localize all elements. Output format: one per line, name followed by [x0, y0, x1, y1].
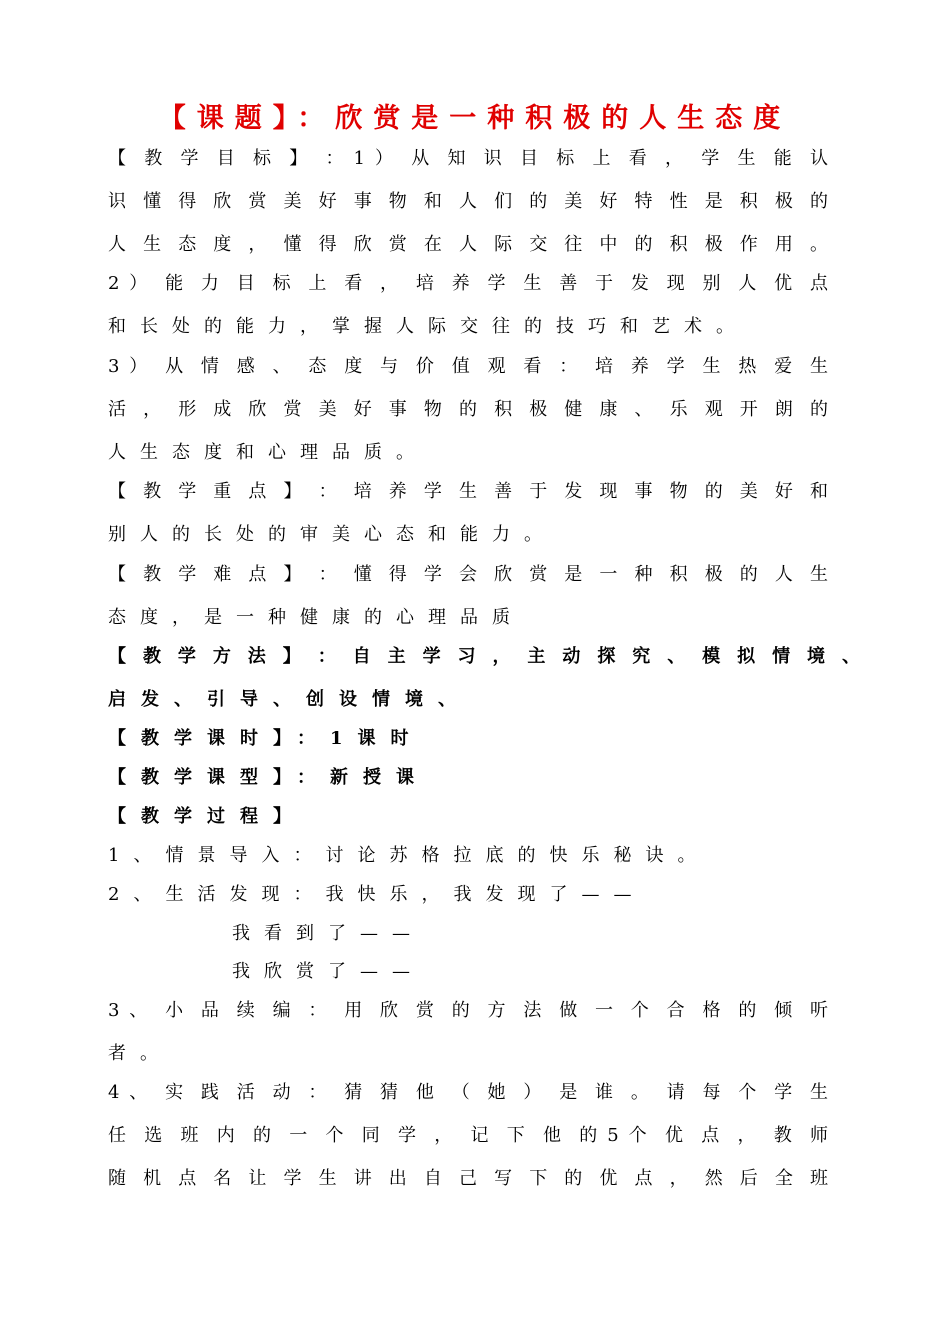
ability-line-2: 和长处的能力，掌握人际交往的技巧和艺术。 — [108, 316, 748, 337]
lesson-hours: 【教学课时】：1课时 — [108, 728, 424, 749]
ability-line-1: 2 ） 能 力 目 标 上 看 ， 培 养 学 生 善 于 发 现 别 人 优 点 — [108, 273, 828, 294]
objectives-line-2: 识 懂 得 欣 赏 美 好 事 物 和 人 们 的 美 好 特 性 是 积 极 的 — [108, 191, 828, 212]
process-heading: 【教学过程】 — [108, 806, 306, 827]
emotion-line-2: 活 ， 形 成 欣 赏 美 好 事 物 的 积 极 健 康 、 乐 观 开 朗 的 — [108, 399, 828, 420]
process-step-2: 2、生活发现：我快乐，我发现了—— — [108, 884, 646, 905]
process-step-4-line-2: 任 选 班 内 的 一 个 同 学 ， 记 下 他 的 5 个 优 点 ， 教 师 — [108, 1125, 828, 1146]
process-step-3-line-2: 者。 — [108, 1043, 172, 1064]
objectives-line-3: 人 生 态 度 ， 懂 得 欣 赏 在 人 际 交 往 中 的 积 极 作 用 。 — [108, 234, 828, 255]
process-step-3-line-1: 3 、 小 品 续 编 ： 用 欣 赏 的 方 法 做 一 个 合 格 的 倾 听 — [108, 1000, 828, 1021]
objectives-line-1: 【 教 学 目 标 】 ： 1 ） 从 知 识 目 标 上 看 ， 学 生 能 认 — [108, 148, 828, 169]
key-points-line-2: 别人的长处的审美心态和能力。 — [108, 524, 556, 545]
lesson-title: 【课题】：欣赏是一种积极的人生态度 — [158, 103, 792, 134]
process-step-1: 1、情景导入：讨论苏格拉底的快乐秘诀。 — [108, 845, 710, 866]
difficulty-line-1: 【 教 学 难 点 】 ： 懂 得 学 会 欣 赏 是 一 种 积 极 的 人 生 — [108, 564, 828, 585]
process-step-4-line-3: 随 机 点 名 让 学 生 讲 出 自 己 写 下 的 优 点 ， 然 后 全 班 — [108, 1168, 828, 1189]
methods-line-2: 启发、引导、创设情境、 — [108, 689, 471, 710]
process-step-2-sub-1: 我看到了—— — [232, 923, 424, 944]
difficulty-line-2: 态度，是一种健康的心理品质 — [108, 607, 524, 628]
emotion-line-3: 人生态度和心理品质。 — [108, 442, 428, 463]
methods-line-1: 【 教 学 方 法 】 ： 自 主 学 习 ， 主 动 探 究 、 模 拟 情 境 、 — [108, 646, 860, 667]
process-step-4-line-1: 4 、 实 践 活 动 ： 猜 猜 他 （ 她 ） 是 谁 。 请 每 个 学 生 — [108, 1082, 828, 1103]
emotion-line-1: 3 ） 从 情 感 、 态 度 与 价 值 观 看 ： 培 养 学 生 热 爱 生 — [108, 356, 828, 377]
key-points-line-1: 【 教 学 重 点 】 ： 培 养 学 生 善 于 发 现 事 物 的 美 好 和 — [108, 481, 828, 502]
lesson-type: 【教学课型】：新授课 — [108, 767, 429, 788]
process-step-2-sub-2: 我欣赏了—— — [232, 961, 424, 982]
